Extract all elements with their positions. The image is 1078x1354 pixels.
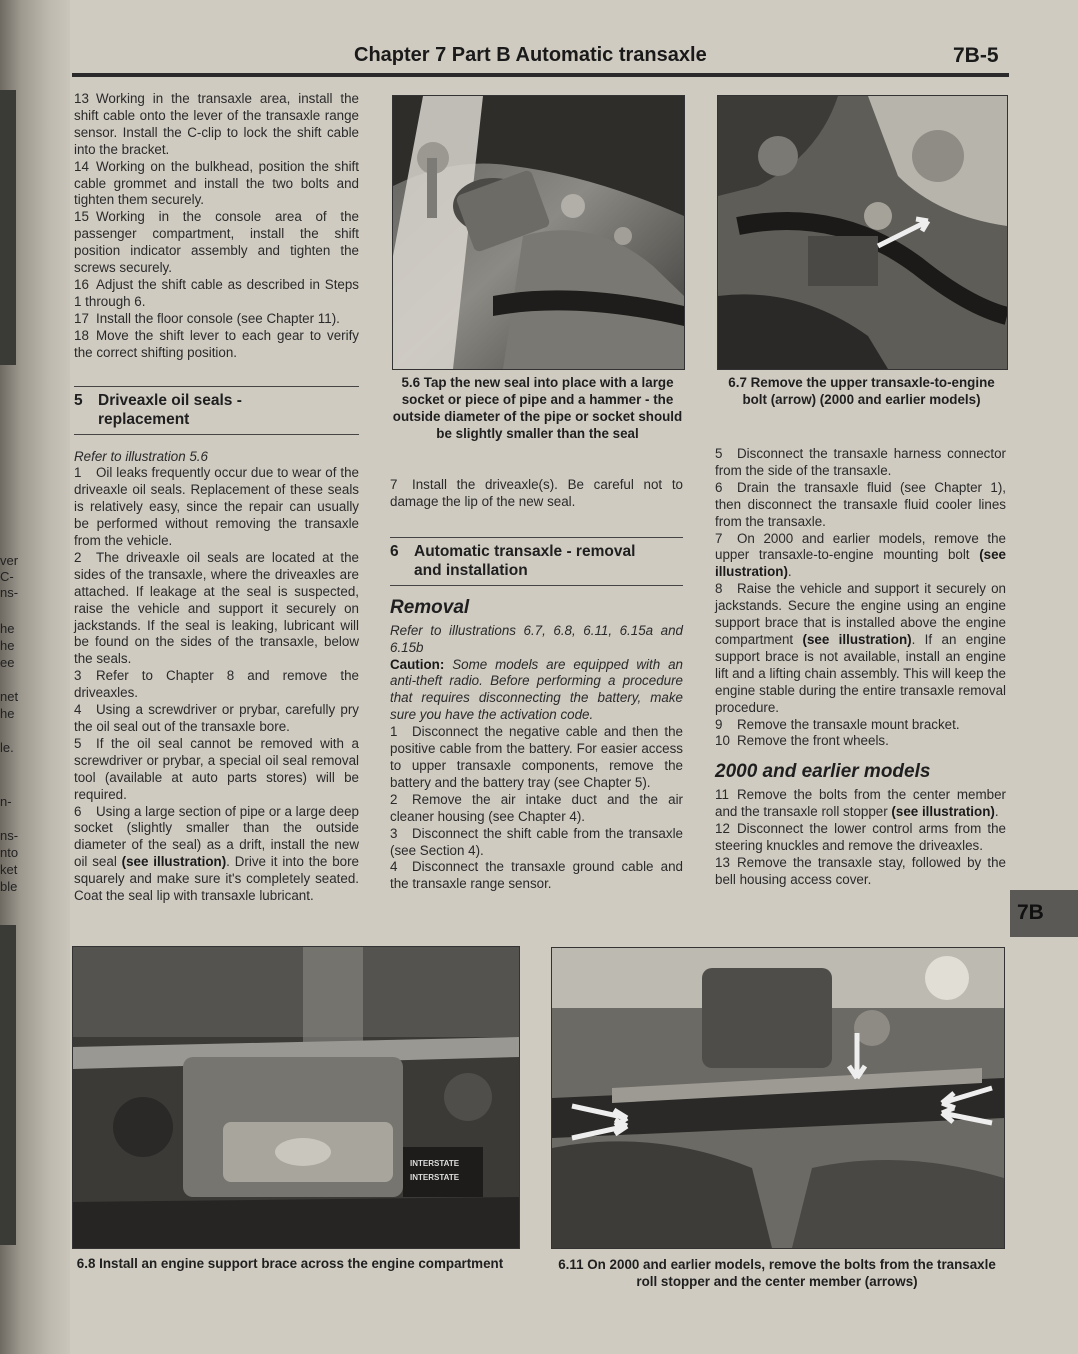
step-paragraph: 14 Working on the bulkhead, position the shift cable grommet and install the two bolts and tighten them securely. [74, 158, 359, 208]
previous-page-photo [0, 90, 16, 365]
prev-page-fragment: he [0, 638, 15, 653]
step-paragraph: 18 Move the shift lever to each gear to verify the correct shifting position. [74, 327, 359, 360]
removal-heading: Removal [390, 596, 470, 618]
step-paragraph: 4 Disconnect the transaxle ground cable and the transaxle range sensor. [390, 859, 683, 892]
caution-paragraph: Caution: Some models are equipped with an anti-theft radio. Before performing a procedure that requires disconnecting the battery, make sure you have the activation code. [390, 656, 683, 723]
header-rule [72, 73, 1009, 77]
step-paragraph: 15 Working in the console area of the passenger compartment, install the shift position indicator assembly and tighten the screws securely. [74, 209, 359, 276]
photo-6-11 [551, 947, 1005, 1249]
prev-page-fragment: nto [0, 845, 19, 860]
battery-label: INTERSTATE [410, 1159, 460, 1168]
step-paragraph: 5 Disconnect the transaxle harness connector from the side of the transaxle. [715, 446, 1006, 478]
text-column-2 [390, 477, 683, 893]
illustration-reference: Refer to illustration 5.6 [74, 448, 208, 464]
prev-page-fragment: net [0, 689, 19, 704]
step-paragraph: 4 Using a screwdriver or prybar, carefully pry the oil seal out of the transaxle bore. [74, 702, 359, 734]
step-paragraph: 7 On 2000 and earlier models, remove the upper transaxle-to-engine mounting bolt (see illustration). [715, 530, 1006, 580]
step-paragraph: 8 Raise the vehicle and support it securely on jackstands. Secure the engine using an engine support brace that is installed above the engine compartment (see illustration). If an engine support brace is not available, install an engine lift and a lifting chain assembly. This will keep the engine stable during the entire transaxle removal procedure. [715, 581, 1006, 715]
step-paragraph: 11 Remove the bolts from the center member and the transaxle roll stopper (see illustration). [715, 787, 1006, 820]
photo-5-6 [392, 95, 685, 370]
text-column-3 [715, 446, 1006, 889]
page-number: 7B-5 [953, 44, 999, 67]
photo-6-7 [717, 95, 1008, 370]
step-paragraph: 7 Install the driveaxle(s). Be careful not to damage the lip of the new seal. [390, 477, 683, 509]
step-paragraph: 6 Drain the transaxle fluid (see Chapter 1), then disconnect the transaxle fluid cooler lines from the transaxle. [715, 479, 1006, 529]
text-column-1 [74, 91, 359, 905]
step-paragraph: 2 The driveaxle oil seals are located at the sides of the transaxle, where the driveaxles are attached. If leakage at the seal is suspected, raise the vehicle and support it securely on jackstands. If the seal is leaking, lubricant will be found on the sides of the transaxle, below the seals. [74, 549, 359, 667]
section-heading-6: 6 Automatic transaxle - removal and installation [390, 537, 683, 586]
step-paragraph: 10 Remove the front wheels. [715, 733, 889, 749]
prev-page-fragment: ket [0, 862, 18, 877]
chapter-tab: 7B [1010, 890, 1078, 937]
step-paragraph: 3 Refer to Chapter 8 and remove the driveaxles. [74, 668, 359, 701]
previous-page-edge [0, 0, 70, 1354]
section-heading-5: 5 Driveaxle oil seals - replacement [74, 386, 359, 435]
roll-stopper-photo [552, 948, 1004, 1248]
step-paragraph: 9 Remove the transaxle mount bracket. [715, 716, 960, 732]
step-paragraph: 13 Working in the transaxle area, install the shift cable onto the lever of the transaxle range sensor. Install the C-clip to lock the shift cable into the bracket. [74, 91, 359, 157]
subsection-heading: 2000 and earlier models [715, 761, 931, 783]
prev-page-fragment: ver [0, 553, 19, 568]
step-paragraph: 17 Install the floor console (see Chapter 11). [74, 310, 340, 326]
step-paragraph: 3 Disconnect the shift cable from the transaxle (see Section 4). [390, 825, 683, 858]
illustration-reference: Refer to illustrations 6.7, 6.8, 6.11, 6.15a and 6.15b [390, 622, 683, 655]
photo-6-8 [72, 946, 520, 1249]
step-paragraph: 12 Disconnect the lower control arms from the steering knuckles and remove the driveaxles. [715, 821, 1006, 853]
prev-page-fragment: he [0, 621, 15, 636]
prev-page-fragment: n- [0, 794, 12, 809]
prev-page-fragment: le. [0, 740, 14, 755]
prev-page-fragment: ee [0, 655, 15, 670]
step-paragraph: 6 Using a large section of pipe or a large deep socket (slightly smaller than the outside diameter of the seal) as a drift, install the new oil seal (see illustration). Drive it into the bore squarely and make sure it's completely seated. Coat the seal lip with transaxle lubricant. [74, 803, 359, 904]
prev-page-fragment: ns- [0, 585, 19, 600]
engine-support-brace-photo [73, 947, 519, 1248]
prev-page-fragment: ble [0, 879, 18, 894]
step-paragraph: 1 Oil leaks frequently occur due to wear of the driveaxle oil seals. Replacement of these seals is relatively easy, since the repair can usually be performed without removing the transaxle from the vehicle. [74, 465, 359, 549]
chapter-title: Chapter 7 Part B Automatic transaxle [354, 44, 707, 66]
caption-5-6: 5.6 Tap the new seal into place with a large socket or piece of pipe and a hammer - the outside diameter of the pipe or socket should be slightly smaller than the seal [392, 375, 683, 441]
prev-page-fragment: he [0, 706, 15, 721]
caption-6-7: 6.7 Remove the upper transaxle-to-engine bolt (arrow) (2000 and earlier models) [728, 375, 995, 407]
step-paragraph: 2 Remove the air intake duct and the air cleaner housing (see Chapter 4). [390, 791, 683, 824]
step-paragraph: 5 If the oil seal cannot be removed with a screwdriver or prybar, a special oil seal removal tool (available at auto parts stores) will be required. [74, 735, 359, 802]
step-paragraph: 16 Adjust the shift cable as described in Steps 1 through 6. [74, 276, 359, 309]
step-paragraph: 1 Disconnect the negative cable and then the positive cable from the battery. For easier access to upper transaxle components, remove the battery and the battery tray (see Chapter 5). [390, 724, 683, 790]
transaxle-bolt-photo [718, 96, 1007, 369]
caption-6-11: 6.11 On 2000 and earlier models, remove the bolts from the transaxle roll stopper and the center member (arrows) [558, 1257, 996, 1289]
step-paragraph: 13 Remove the transaxle stay, followed by the bell housing access cover. [715, 854, 1006, 887]
previous-page-photo [0, 925, 16, 1245]
battery-label: INTERSTATE [410, 1173, 460, 1182]
prev-page-fragment: C- [0, 569, 14, 584]
caption-6-8: 6.8 Install an engine support brace across the engine compartment [76, 1256, 504, 1271]
prev-page-fragment: ns- [0, 828, 19, 843]
seal-installation-photo [393, 96, 684, 369]
